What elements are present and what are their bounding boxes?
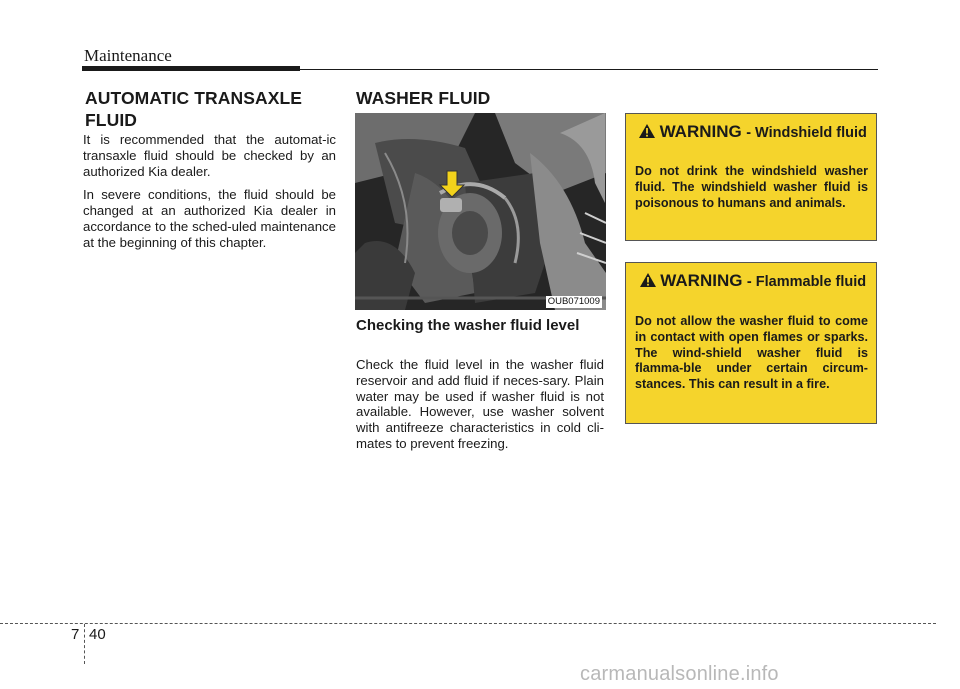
washer-body: Check the fluid level in the washer fluid reservoir and add fluid if neces-sary. Plain water may be used if washer fluid is not available. However, use washer solvent with antifreeze characteristics in cold cli-mates to prevent freezing. [356, 357, 604, 451]
warning-subject: - Flammable fluid [746, 274, 867, 290]
section-title: Maintenance [84, 46, 172, 65]
warning-triangle-icon [640, 273, 660, 290]
transaxle-heading: AUTOMATIC TRANSAXLE FLUID [85, 88, 303, 130]
warning-triangle-icon [639, 124, 659, 141]
warning-label: WARNING [660, 271, 743, 290]
transaxle-paragraph: In severe conditions, the fluid should be changed at an authorized Kia dealer in accordance to the sched-uled maintenance at the beginning of this chapter. [83, 187, 336, 250]
warning-text: Do not allow the washer fluid to come in contact with open flames or sparks. The wind-shield washer fluid is flamma-ble under certain circum-stances. This can result in a fire. [635, 314, 868, 392]
watermark: carmanualsonline.info [580, 663, 779, 685]
engine-bay-illustration [355, 113, 606, 310]
page-number: 40 [89, 626, 106, 643]
warning-box-flammable [625, 262, 877, 424]
warning-label: WARNING [659, 122, 742, 141]
transaxle-body [83, 132, 336, 259]
warning-text: Do not drink the windshield washer fluid. The windshield washer fluid is poisonous to humans and animals. [635, 164, 868, 210]
header-rule-thick [82, 66, 300, 71]
footer-rule [0, 623, 936, 624]
warning-subject: - Windshield fluid [746, 125, 867, 141]
footer-divider [84, 624, 85, 664]
warning-title [636, 271, 870, 291]
transaxle-paragraph: It is recommended that the automat-ic transaxle fluid should be checked by an authorized Kia dealer. [83, 132, 336, 179]
warning-title [636, 122, 870, 142]
washer-subheading: Checking the washer fluid level [356, 317, 580, 334]
washer-fluid-heading: WASHER FLUID [356, 88, 491, 108]
engine-bay-photo [355, 113, 606, 310]
image-code: OUB071009 [547, 296, 600, 307]
header-rule-thin [300, 69, 878, 70]
warning-box-windshield [625, 113, 877, 241]
chapter-number: 7 [71, 626, 80, 643]
